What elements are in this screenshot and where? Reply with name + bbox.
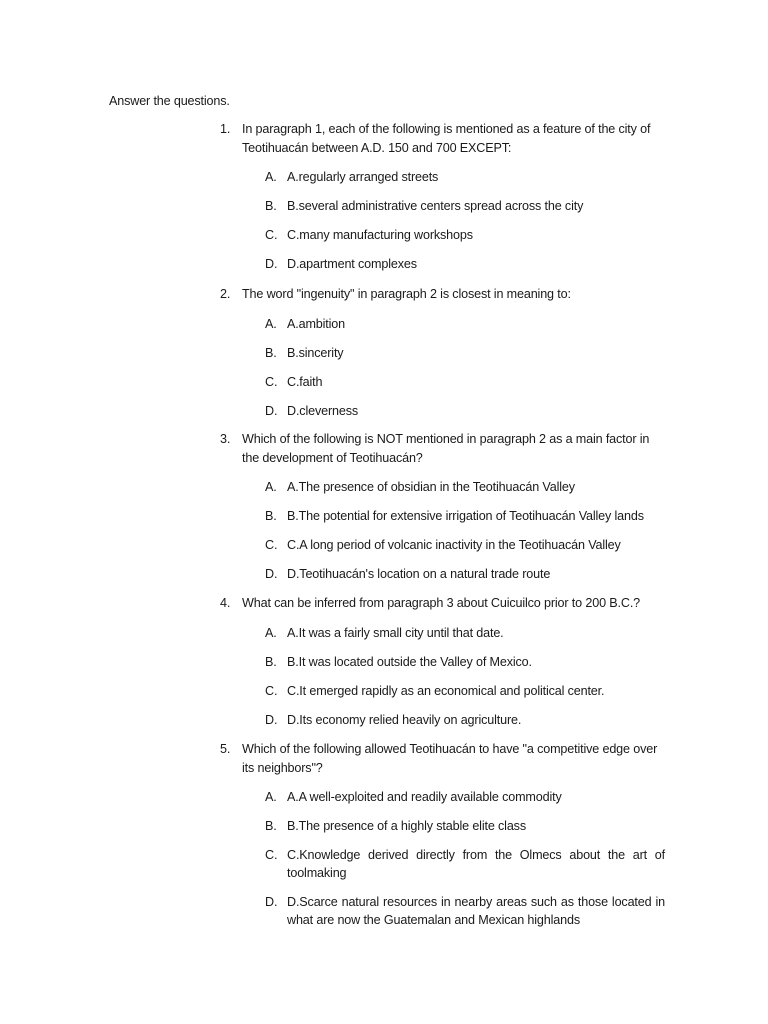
option-a (265, 478, 665, 496)
question-number: 1. (220, 122, 231, 136)
option-letter: C. (265, 848, 278, 862)
question-number: 4. (220, 596, 231, 610)
option-c (265, 536, 665, 554)
option-a (265, 168, 665, 186)
option-letter: B. (265, 345, 277, 360)
option-a (265, 788, 665, 806)
option-c (265, 373, 665, 391)
option-d (265, 711, 665, 729)
option-text: A.The presence of obsidian in the Teotihuacán Valley (287, 480, 575, 494)
question-number: 5. (220, 742, 231, 756)
question-1 (220, 120, 665, 273)
option-text: C.Knowledge derived directly from the Olmecs about the art of toolmaking (287, 848, 665, 880)
option-text: D.Its economy relied heavily on agriculture. (287, 712, 522, 727)
question-text: Which of the following is NOT mentioned in paragraph 2 as a main factor in the development of Teotihuacán? (242, 432, 650, 465)
option-letter: D. (265, 712, 278, 727)
option-text: D.cleverness (287, 403, 358, 418)
option-d (265, 565, 665, 583)
question-text: The word "ingenuity" in paragraph 2 is closest in meaning to: (242, 287, 571, 301)
option-c (265, 846, 665, 882)
option-letter: A. (265, 170, 277, 184)
option-text: B.It was located outside the Valley of Mexico. (287, 654, 532, 669)
question-2 (220, 285, 665, 420)
option-letter: C. (265, 374, 278, 389)
option-c (265, 682, 665, 700)
option-letter: A. (265, 480, 277, 494)
instructions: Answer the questions. (109, 94, 230, 108)
option-b (265, 653, 665, 671)
option-b (265, 344, 665, 362)
option-letter: D. (265, 567, 278, 581)
option-letter: A. (265, 625, 277, 640)
option-c (265, 226, 665, 244)
option-letter: C. (265, 228, 278, 242)
option-d (265, 893, 665, 929)
question-text: What can be inferred from paragraph 3 about Cuicuilco prior to 200 B.C.? (242, 596, 641, 610)
option-text: B.The potential for extensive irrigation of Teotihuacán Valley lands (287, 509, 644, 523)
option-d (265, 402, 665, 420)
question-5 (220, 740, 665, 929)
option-letter: D. (265, 895, 278, 909)
question-text: Which of the following allowed Teotihuacán to have "a competitive edge over its neighbors"? (242, 742, 658, 775)
option-a (265, 624, 665, 642)
option-list (220, 624, 665, 729)
option-b (265, 507, 665, 525)
option-text: C.A long period of volcanic inactivity in the Teotihuacán Valley (287, 538, 621, 552)
option-text: C.It emerged rapidly as an economical and political center. (287, 683, 605, 698)
option-letter: D. (265, 403, 278, 418)
option-text: B.several administrative centers spread across the city (287, 199, 584, 213)
option-text: D.Teotihuacán's location on a natural trade route (287, 567, 551, 581)
option-letter: B. (265, 199, 277, 213)
option-text: B.The presence of a highly stable elite class (287, 819, 526, 833)
option-letter: B. (265, 654, 277, 669)
option-text: D.apartment complexes (287, 257, 417, 271)
option-text: A.It was a fairly small city until that date. (287, 625, 504, 640)
option-letter: A. (265, 790, 277, 804)
option-a (265, 315, 665, 333)
option-list (220, 168, 665, 273)
option-list (220, 315, 665, 420)
option-text: A.ambition (287, 316, 346, 331)
option-b (265, 197, 665, 215)
option-letter: B. (265, 509, 277, 523)
option-letter: D. (265, 257, 278, 271)
option-text: C.many manufacturing workshops (287, 228, 473, 242)
option-letter: C. (265, 538, 278, 552)
option-text: B.sincerity (287, 345, 344, 360)
question-number: 3. (220, 432, 231, 446)
option-list (220, 478, 665, 583)
option-letter: B. (265, 819, 277, 833)
question-number: 2. (220, 287, 231, 301)
question-text: In paragraph 1, each of the following is mentioned as a feature of the city of Teotihuacán between A.D. 150 and 700 EXCEPT: (242, 122, 651, 155)
option-b (265, 817, 665, 835)
question-3 (220, 430, 665, 583)
option-d (265, 255, 665, 273)
option-list (220, 788, 665, 929)
option-text: A.A well-exploited and readily available commodity (287, 790, 562, 804)
option-letter: C. (265, 683, 278, 698)
question-4 (220, 594, 665, 729)
option-text: D.Scarce natural resources in nearby areas such as those located in what are now the Guatemalan and Mexican highlands (287, 895, 665, 927)
option-letter: A. (265, 316, 277, 331)
option-text: C.faith (287, 374, 323, 389)
option-text: A.regularly arranged streets (287, 170, 439, 184)
